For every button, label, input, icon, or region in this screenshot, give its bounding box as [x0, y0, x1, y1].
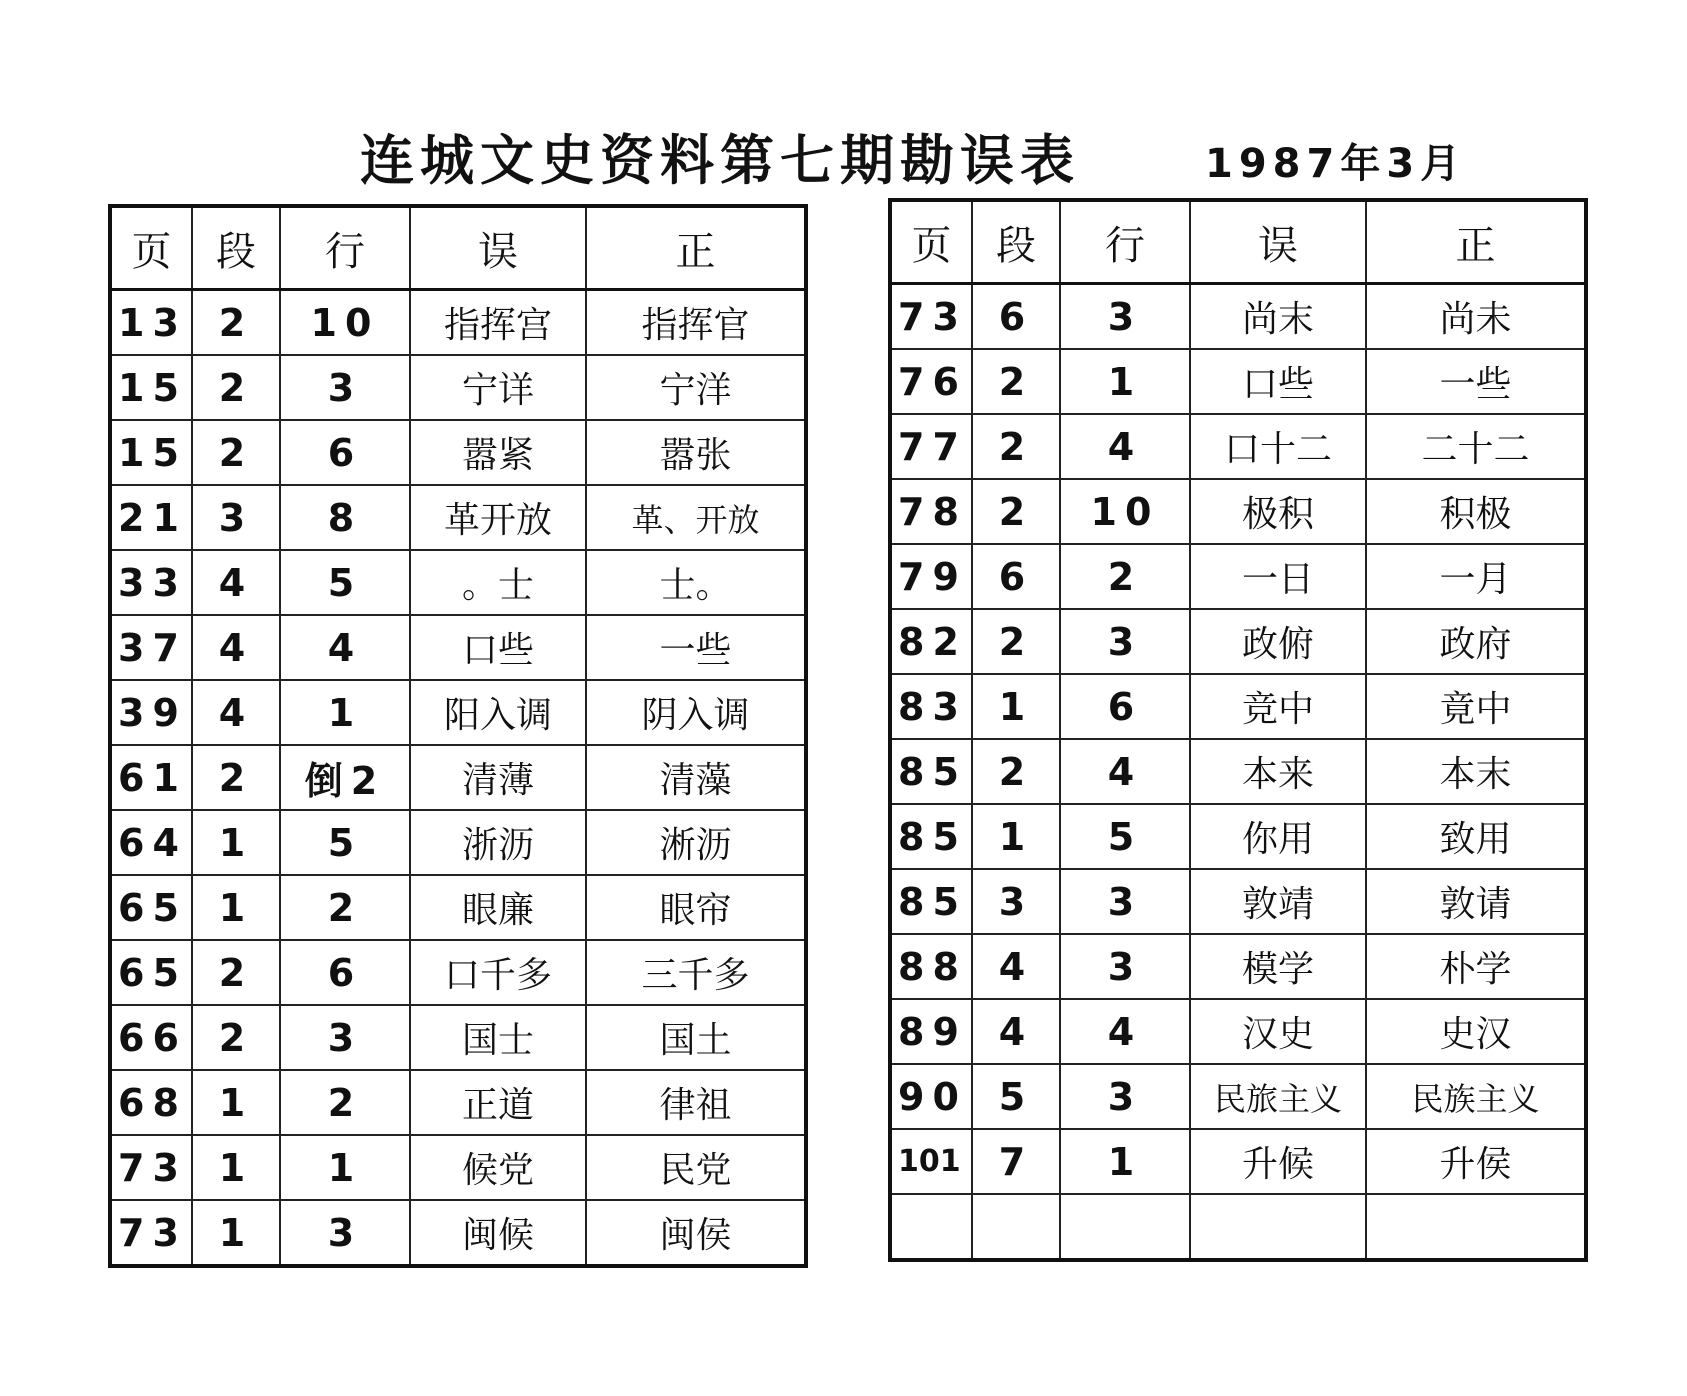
- table-row: [890, 479, 1586, 544]
- cell-right: 史汉: [1366, 999, 1586, 1064]
- table-row: [110, 745, 806, 810]
- table-row: [890, 674, 1586, 739]
- cell-page: 78: [890, 479, 972, 544]
- cell-section: 2: [972, 414, 1060, 479]
- cell-wrong: 候党: [410, 1135, 586, 1200]
- cell-section: 2: [972, 609, 1060, 674]
- cell-wrong: 口些: [410, 615, 586, 680]
- errata-table-right: [888, 198, 1588, 1262]
- cell-right: 民族主义: [1366, 1064, 1586, 1129]
- cell-wrong: 口些: [1190, 349, 1366, 414]
- cell-line: 5: [280, 810, 410, 875]
- cell-page: 73: [110, 1135, 192, 1200]
- cell-right: 士。: [586, 550, 806, 615]
- cell-section: 4: [192, 680, 280, 745]
- cell-section: 1: [192, 1070, 280, 1135]
- cell-section: 5: [972, 1064, 1060, 1129]
- table-row: [890, 609, 1586, 674]
- table-row: [110, 290, 806, 356]
- table-header-row: [110, 206, 806, 290]
- cell-wrong: 闽候: [410, 1200, 586, 1266]
- table-row: [110, 1005, 806, 1070]
- cell-line: 4: [1060, 739, 1190, 804]
- cell-line: 倒2: [280, 745, 410, 810]
- cell-section: 6: [972, 284, 1060, 350]
- cell-wrong: 政俯: [1190, 609, 1366, 674]
- cell-right: 阴入调: [586, 680, 806, 745]
- cell-section: 2: [192, 940, 280, 1005]
- cell-section: 4: [972, 999, 1060, 1064]
- cell-section: 1: [192, 1135, 280, 1200]
- cell-wrong: 本来: [1190, 739, 1366, 804]
- cell-right: 积极: [1366, 479, 1586, 544]
- cell-page: 77: [890, 414, 972, 479]
- cell-section: 4: [192, 615, 280, 680]
- cell-line: 6: [1060, 674, 1190, 739]
- cell-section: 1: [192, 810, 280, 875]
- header-section: 段: [972, 200, 1060, 284]
- cell-wrong: 国士: [410, 1005, 586, 1070]
- cell-line: 2: [280, 875, 410, 940]
- table-row: [110, 420, 806, 485]
- cell-section: 7: [972, 1129, 1060, 1194]
- cell-line: 3: [1060, 284, 1190, 350]
- cell-wrong: 口千多: [410, 940, 586, 1005]
- cell-wrong: 。士: [410, 550, 586, 615]
- publication-date: 1987年3月: [1205, 141, 1467, 187]
- cell-wrong: 宁详: [410, 355, 586, 420]
- header-section: 段: [192, 206, 280, 290]
- cell-page: 73: [110, 1200, 192, 1266]
- cell-wrong: 竞中: [1190, 674, 1366, 739]
- cell-section: 3: [972, 869, 1060, 934]
- table-row: [110, 615, 806, 680]
- cell-page: 79: [890, 544, 972, 609]
- cell-right: 律祖: [586, 1070, 806, 1135]
- cell-section: 4: [972, 934, 1060, 999]
- cell-page: 39: [110, 680, 192, 745]
- cell-page: 83: [890, 674, 972, 739]
- cell-page: 85: [890, 804, 972, 869]
- cell-right: 嚣张: [586, 420, 806, 485]
- cell-line: 3: [1060, 869, 1190, 934]
- cell-right: 三千多: [586, 940, 806, 1005]
- cell-line: 6: [280, 420, 410, 485]
- errata-table-left: [108, 204, 808, 1268]
- cell-section: 2: [972, 349, 1060, 414]
- table-row: [110, 875, 806, 940]
- cell-wrong: 革开放: [410, 485, 586, 550]
- cell-line: 6: [280, 940, 410, 1005]
- table-row: [110, 355, 806, 420]
- cell-wrong: 浙沥: [410, 810, 586, 875]
- cell-line: 3: [280, 355, 410, 420]
- cell-line: 1: [1060, 349, 1190, 414]
- header-right: 正: [586, 206, 806, 290]
- cell-line: 5: [280, 550, 410, 615]
- table-row: [890, 414, 1586, 479]
- cell-page: 89: [890, 999, 972, 1064]
- empty-cell: [972, 1194, 1060, 1260]
- cell-right: 淅沥: [586, 810, 806, 875]
- cell-line: 4: [1060, 999, 1190, 1064]
- cell-section: 4: [192, 550, 280, 615]
- cell-wrong: 清薄: [410, 745, 586, 810]
- cell-line: 8: [280, 485, 410, 550]
- cell-right: 升侯: [1366, 1129, 1586, 1194]
- cell-page: 64: [110, 810, 192, 875]
- table-row: [890, 869, 1586, 934]
- cell-page: 90: [890, 1064, 972, 1129]
- cell-wrong: 口十二: [1190, 414, 1366, 479]
- cell-wrong: 嚣紧: [410, 420, 586, 485]
- table-row: [110, 1200, 806, 1266]
- cell-section: 2: [192, 355, 280, 420]
- cell-page: 13: [110, 290, 192, 356]
- cell-line: 3: [280, 1200, 410, 1266]
- cell-line: 4: [280, 615, 410, 680]
- cell-section: 1: [972, 804, 1060, 869]
- cell-page: 76: [890, 349, 972, 414]
- cell-page: 68: [110, 1070, 192, 1135]
- table-row: [890, 739, 1586, 804]
- cell-wrong: 你用: [1190, 804, 1366, 869]
- cell-line: 2: [1060, 544, 1190, 609]
- table-row: [110, 550, 806, 615]
- cell-section: 2: [192, 420, 280, 485]
- cell-line: 10: [1060, 479, 1190, 544]
- cell-right: 宁洋: [586, 355, 806, 420]
- cell-right: 闽侯: [586, 1200, 806, 1266]
- cell-wrong: 尚末: [1190, 284, 1366, 350]
- cell-wrong: 阳入调: [410, 680, 586, 745]
- empty-cell: [890, 1194, 972, 1260]
- header-wrong: 误: [410, 206, 586, 290]
- cell-page: 73: [890, 284, 972, 350]
- cell-line: 1: [1060, 1129, 1190, 1194]
- empty-cell: [1060, 1194, 1190, 1260]
- table-row: [110, 1070, 806, 1135]
- cell-right: 尚未: [1366, 284, 1586, 350]
- table-row: [110, 680, 806, 745]
- cell-page: 15: [110, 355, 192, 420]
- cell-right: 眼帘: [586, 875, 806, 940]
- cell-wrong: 正道: [410, 1070, 586, 1135]
- cell-page: 101: [890, 1129, 972, 1194]
- cell-wrong: 敦靖: [1190, 869, 1366, 934]
- table-header-row: [890, 200, 1586, 284]
- cell-page: 65: [110, 875, 192, 940]
- header-wrong: 误: [1190, 200, 1366, 284]
- cell-right: 本末: [1366, 739, 1586, 804]
- cell-line: 5: [1060, 804, 1190, 869]
- cell-line: 3: [1060, 609, 1190, 674]
- cell-section: 1: [192, 1200, 280, 1266]
- page-title: 连城文史资料第七期勘误表: [360, 128, 1080, 192]
- table-row: [890, 804, 1586, 869]
- cell-page: 85: [890, 869, 972, 934]
- cell-right: 一月: [1366, 544, 1586, 609]
- header-page: 页: [890, 200, 972, 284]
- cell-section: 2: [972, 739, 1060, 804]
- table-row: [890, 1064, 1586, 1129]
- cell-section: 2: [192, 1005, 280, 1070]
- cell-right: 一些: [586, 615, 806, 680]
- empty-cell: [1190, 1194, 1366, 1260]
- cell-section: 1: [972, 674, 1060, 739]
- cell-line: 3: [1060, 934, 1190, 999]
- cell-wrong: 极积: [1190, 479, 1366, 544]
- cell-line: 4: [1060, 414, 1190, 479]
- cell-wrong: 升候: [1190, 1129, 1366, 1194]
- cell-line: 3: [280, 1005, 410, 1070]
- cell-right: 一些: [1366, 349, 1586, 414]
- cell-wrong: 眼廉: [410, 875, 586, 940]
- table-row: [110, 485, 806, 550]
- cell-right: 指挥官: [586, 290, 806, 356]
- cell-wrong: 民旅主义: [1190, 1064, 1366, 1129]
- cell-line: 3: [1060, 1064, 1190, 1129]
- table-row: [890, 544, 1586, 609]
- cell-page: 15: [110, 420, 192, 485]
- cell-page: 66: [110, 1005, 192, 1070]
- cell-right: 致用: [1366, 804, 1586, 869]
- cell-page: 21: [110, 485, 192, 550]
- table-row: [890, 284, 1586, 350]
- table-row: [110, 940, 806, 1005]
- cell-right: 政府: [1366, 609, 1586, 674]
- cell-page: 61: [110, 745, 192, 810]
- cell-section: 2: [972, 479, 1060, 544]
- cell-line: 2: [280, 1070, 410, 1135]
- header-line: 行: [280, 206, 410, 290]
- cell-line: 1: [280, 1135, 410, 1200]
- cell-right: 二十二: [1366, 414, 1586, 479]
- cell-wrong: 指挥宫: [410, 290, 586, 356]
- cell-wrong: 模学: [1190, 934, 1366, 999]
- table-row: [110, 1135, 806, 1200]
- cell-right: 竟中: [1366, 674, 1586, 739]
- cell-line: 10: [280, 290, 410, 356]
- cell-line: 1: [280, 680, 410, 745]
- table-row: [890, 934, 1586, 999]
- cell-right: 朴学: [1366, 934, 1586, 999]
- cell-right: 国土: [586, 1005, 806, 1070]
- cell-page: 82: [890, 609, 972, 674]
- cell-section: 6: [972, 544, 1060, 609]
- cell-wrong: 一日: [1190, 544, 1366, 609]
- header-page: 页: [110, 206, 192, 290]
- empty-cell: [1366, 1194, 1586, 1260]
- table-row: [890, 1129, 1586, 1194]
- cell-section: 2: [192, 290, 280, 356]
- cell-page: 85: [890, 739, 972, 804]
- cell-right: 敦请: [1366, 869, 1586, 934]
- header-right: 正: [1366, 200, 1586, 284]
- cell-wrong: 汉史: [1190, 999, 1366, 1064]
- table-row: [890, 349, 1586, 414]
- cell-page: 33: [110, 550, 192, 615]
- table-row: [890, 999, 1586, 1064]
- header-line: 行: [1060, 200, 1190, 284]
- cell-page: 37: [110, 615, 192, 680]
- cell-right: 清藻: [586, 745, 806, 810]
- cell-section: 3: [192, 485, 280, 550]
- empty-row: [890, 1194, 1586, 1260]
- cell-right: 革、开放: [586, 485, 806, 550]
- cell-page: 88: [890, 934, 972, 999]
- cell-section: 1: [192, 875, 280, 940]
- cell-page: 65: [110, 940, 192, 1005]
- cell-right: 民党: [586, 1135, 806, 1200]
- cell-section: 2: [192, 745, 280, 810]
- table-row: [110, 810, 806, 875]
